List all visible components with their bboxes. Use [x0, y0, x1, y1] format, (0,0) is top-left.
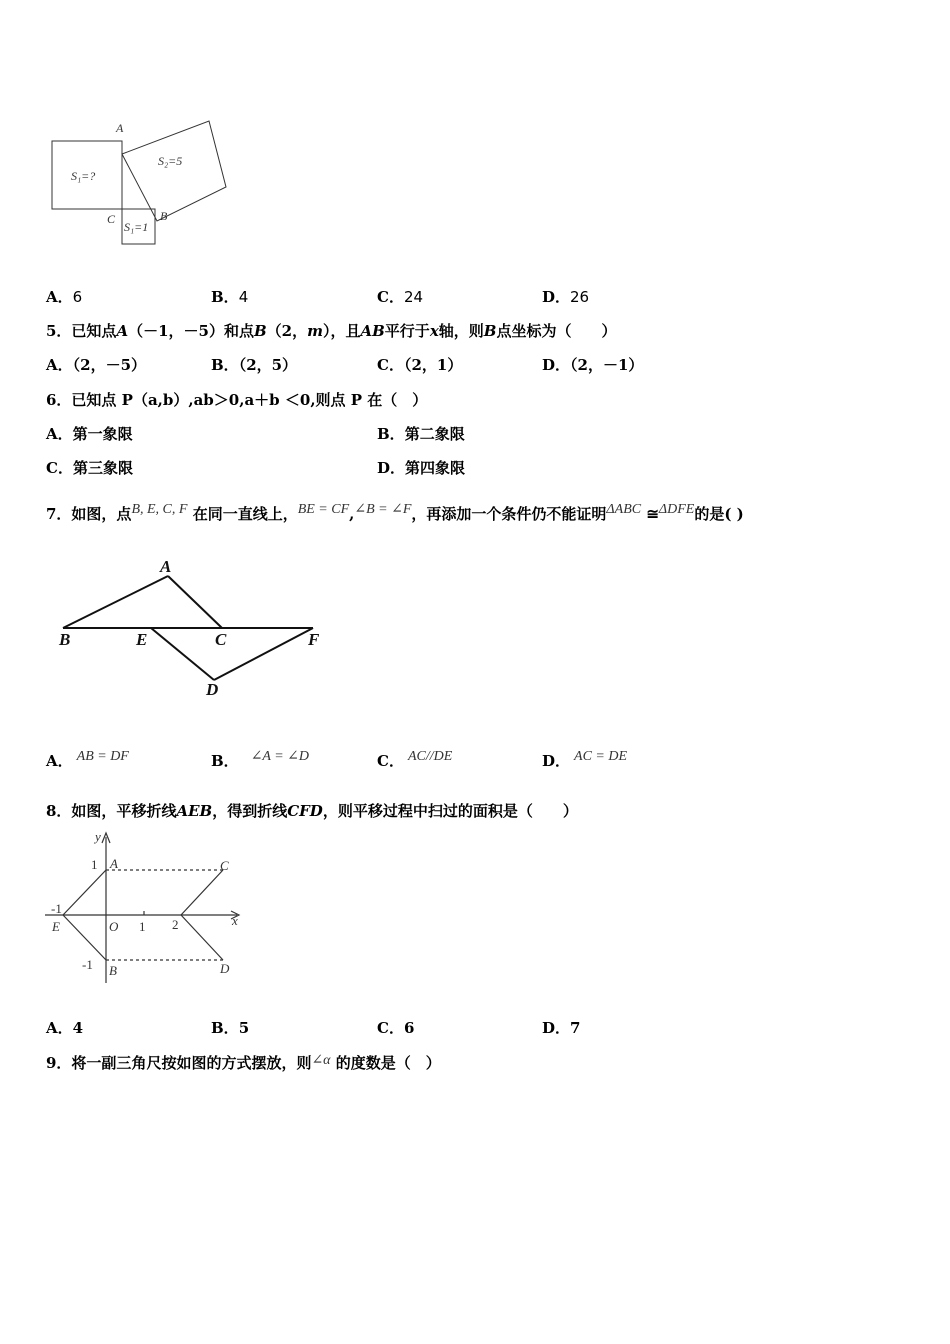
segment-EB: [63, 915, 106, 960]
q8-option-a[interactable]: A．4: [46, 1019, 84, 1037]
segment-AE: [63, 870, 106, 915]
q6-option-b[interactable]: B．第二象限: [377, 425, 465, 443]
label-D: D: [206, 680, 219, 699]
segment-AC: [168, 576, 222, 628]
q4-option-c[interactable]: C．24: [377, 288, 424, 306]
q5-option-d[interactable]: D．（2，－1）: [542, 356, 644, 374]
label-A: A: [116, 121, 124, 135]
squares-figure: [40, 115, 240, 255]
label-C: C: [220, 858, 229, 873]
q7-option-c[interactable]: C． AC//DE: [377, 749, 453, 770]
square-s-right: [122, 121, 226, 221]
label-s-right: S₂=5: [158, 154, 183, 168]
label-s-bottom: S₁=1: [124, 220, 149, 234]
question-7: 7．如图，点B, E, C, F 在同一直线上，BE = CF,∠B = ∠F，再添加一个条件仍不能证明ΔABC ≅ΔDFE的是( ): [46, 502, 744, 523]
label-B: B: [59, 630, 71, 649]
label-A: A: [110, 856, 118, 871]
label-C: C: [215, 630, 227, 649]
question-9: 9．将一副三角尺按如图的方式摆放，则∠α 的度数是（ ）: [46, 1053, 441, 1072]
label-C: C: [107, 212, 116, 226]
q8-option-d[interactable]: D．7: [542, 1019, 581, 1037]
segment-CF: [181, 870, 223, 915]
triangles-figure: [50, 552, 340, 702]
question-6: 6．已知点 P（a,b）,ab＞0,a＋b ＜0,则点 P 在（ ）: [46, 391, 428, 409]
label-O: O: [109, 919, 119, 934]
q4-option-b[interactable]: B．4: [211, 288, 249, 306]
label-B: B: [109, 963, 117, 978]
q7-option-b[interactable]: B． ∠A = ∠D: [211, 749, 310, 770]
label-D: D: [220, 961, 230, 976]
q5-option-a[interactable]: A．（2，－5）: [46, 356, 147, 374]
segment-ED: [151, 628, 214, 680]
label-neg1-y: -1: [82, 957, 93, 972]
label-y: y: [95, 829, 101, 844]
q6-option-d[interactable]: D．第四象限: [377, 459, 466, 477]
label-A: A: [160, 557, 172, 576]
label-2-x: 2: [172, 917, 179, 932]
label-1-y: 1: [91, 857, 98, 872]
segment-AB: [63, 576, 168, 628]
label-B: B: [160, 209, 168, 223]
q5-option-c[interactable]: C．（2，1）: [377, 356, 463, 374]
q7-option-d[interactable]: D． AC = DE: [542, 749, 628, 770]
label-s-left: S₁=?: [71, 169, 96, 183]
segment-DF: [214, 628, 313, 680]
label-F: F: [308, 630, 320, 649]
q4-option-d[interactable]: D．26: [542, 288, 590, 306]
question-8: 8．如图，平移折线AEB，得到折线CFD，则平移过程中扫过的面积是（ ）: [46, 802, 578, 820]
q8-option-c[interactable]: C．6: [377, 1019, 415, 1037]
q6-option-c[interactable]: C．第三象限: [46, 459, 133, 477]
label-neg1-x: -1: [51, 901, 62, 916]
q4-option-a[interactable]: A．6: [46, 288, 83, 306]
q7-option-a[interactable]: A． AB = DF: [46, 749, 129, 770]
label-E: E: [52, 919, 60, 934]
q8-option-b[interactable]: B．5: [211, 1019, 250, 1037]
label-E: E: [136, 630, 148, 649]
label-x: x: [232, 913, 238, 928]
label-1-x: 1: [139, 919, 146, 934]
q6-option-a[interactable]: A．第一象限: [46, 425, 133, 443]
q5-option-b[interactable]: B．（2，5）: [211, 356, 298, 374]
segment-FD: [181, 915, 223, 960]
question-5: 5．已知点A（－1，－5）和点B（2，m），且AB平行于x轴，则B点坐标为（ ）: [46, 322, 617, 340]
coordinate-figure: [45, 825, 250, 990]
